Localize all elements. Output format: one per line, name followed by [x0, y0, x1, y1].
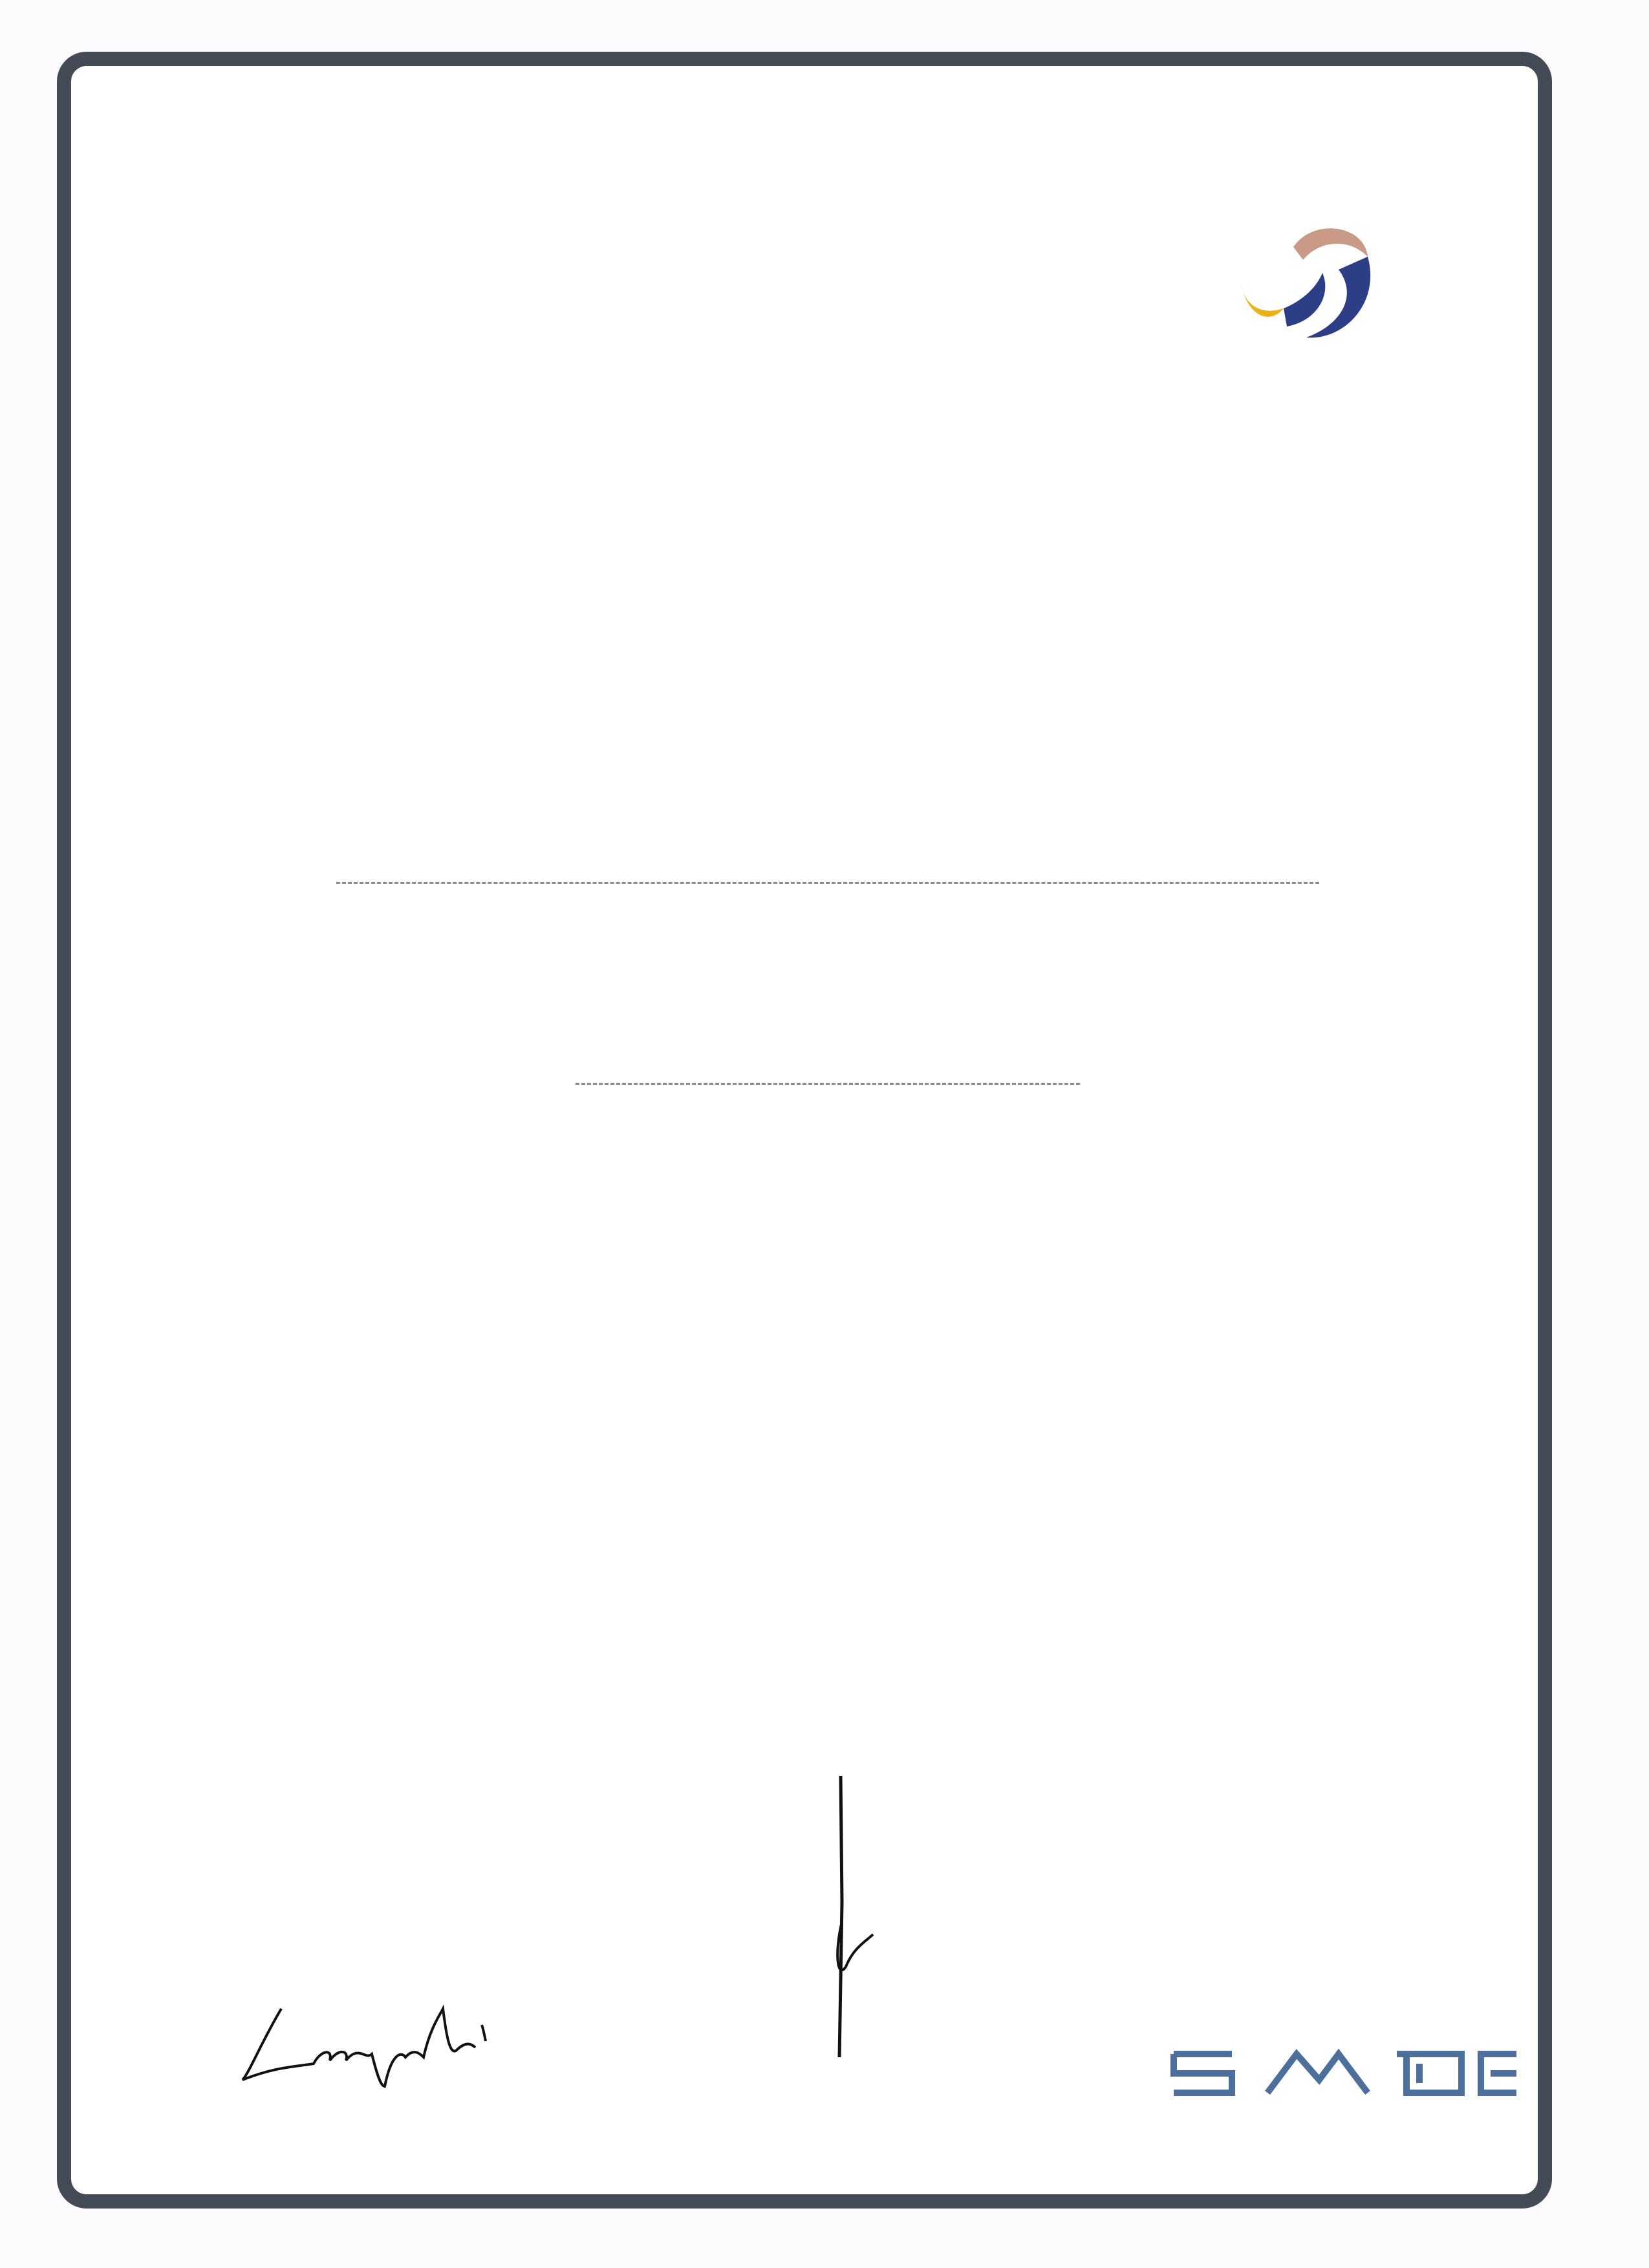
organizer-signature [236, 1989, 527, 2099]
certificate-frame [57, 52, 1552, 2209]
smpc-logo [1164, 2041, 1526, 2106]
name-underline [336, 882, 1319, 884]
sanofi-swirl-icon [1209, 211, 1403, 380]
director-signature [770, 1773, 899, 2064]
license-underline [576, 1083, 1080, 1085]
